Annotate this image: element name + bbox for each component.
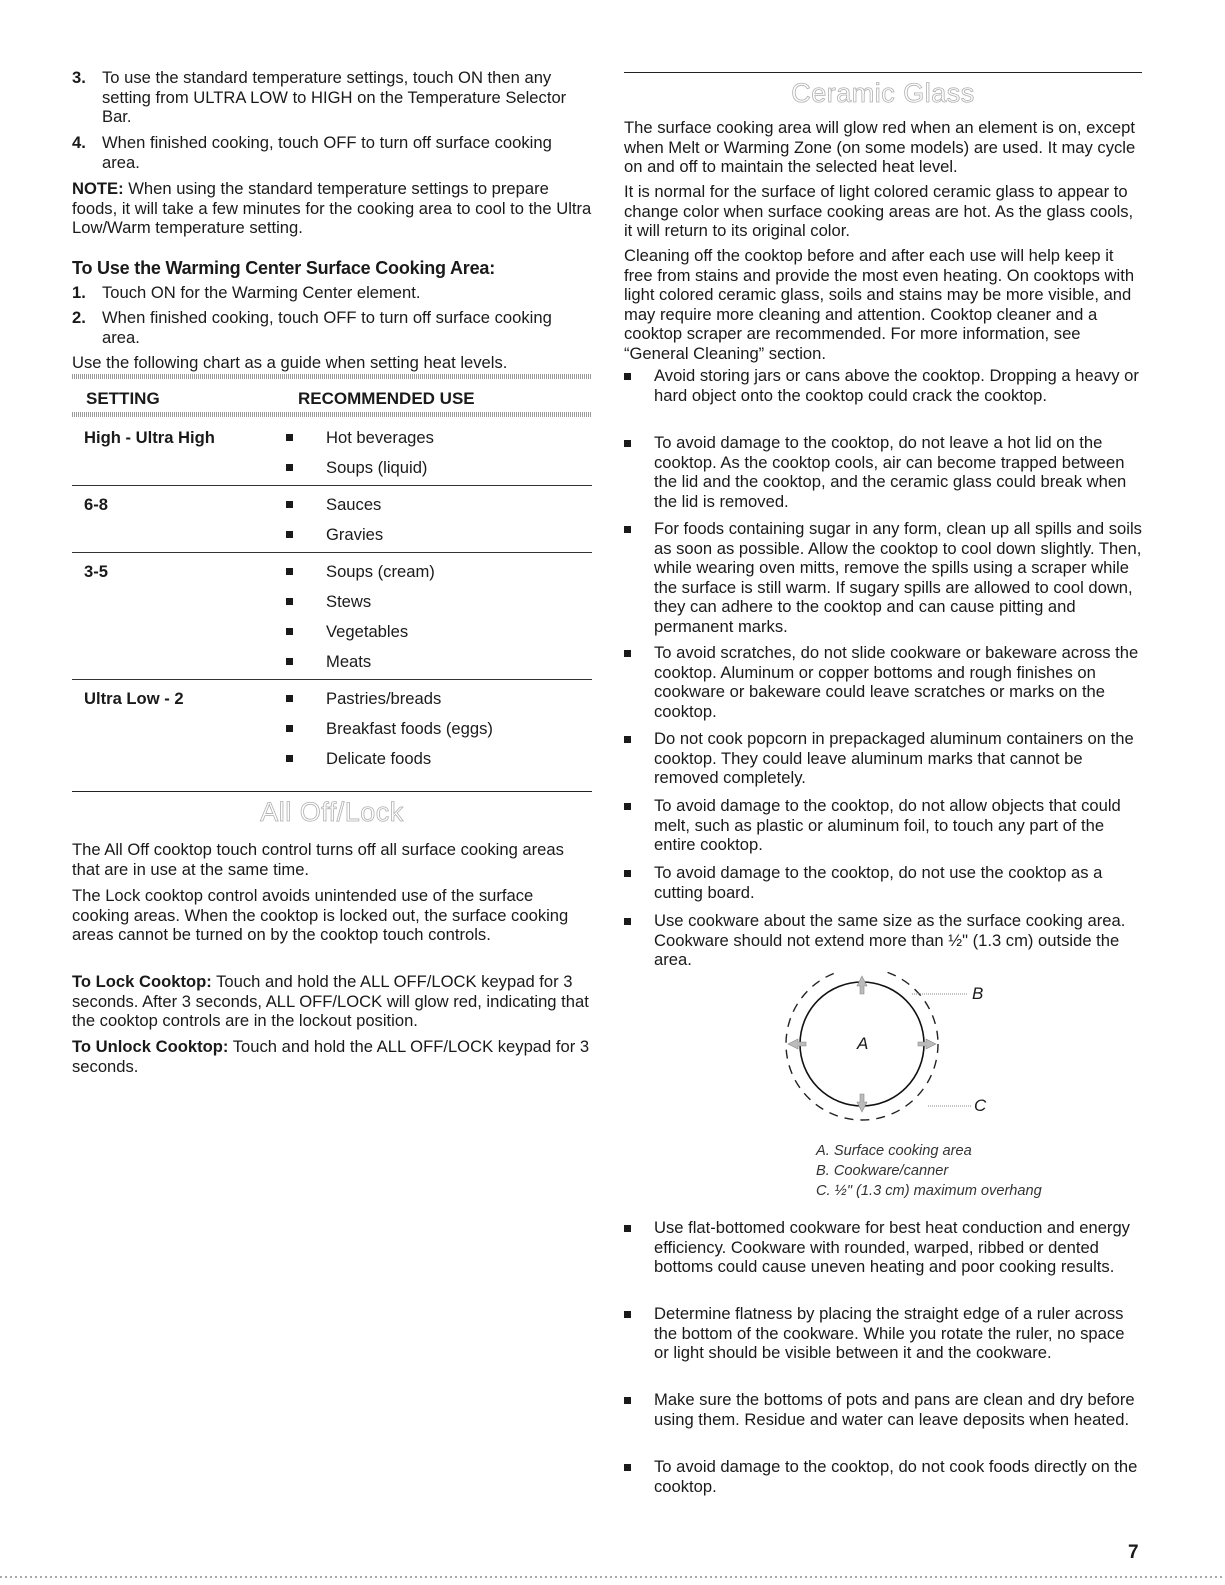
section-rule [624, 72, 1142, 73]
step-text: To use the standard temperature settings, touch ON then any setting from ULTRA LOW to HIGH on the Temperature Selector Bar. [102, 68, 567, 127]
table-header-setting: SETTING [86, 389, 160, 408]
table-row-use: Gravies [286, 525, 293, 545]
ceramic-paragraph-2: It is normal for the surface of light colored ceramic glass to appear to change color when surface cooking areas are hot. As the glass cools, it will return to its original color. [624, 182, 1134, 241]
step-text: When finished cooking, touch OFF to turn off surface cooking area. [102, 133, 552, 172]
table-row-use: Soups (cream) [286, 562, 293, 582]
label-c: C [974, 1096, 987, 1115]
step-number: 4. [72, 133, 86, 152]
step-text: When finished cooking, touch OFF to turn off surface cooking area. [102, 308, 552, 347]
table-top-border [72, 374, 592, 379]
lock-text: Touch and hold the ALL OFF/LOCK keypad for 3 seconds. After 3 seconds, ALL OFF/LOCK will glow red, indicating that the cooktop controls are in the lockout position. [72, 972, 589, 1031]
diagram-caption-a: A. Surface cooking area [816, 1143, 972, 1159]
table-header-border [72, 412, 592, 417]
arrow-up [857, 976, 867, 994]
unlock-label: To Unlock Cooktop: [72, 1037, 229, 1056]
list-item: Determine flatness by placing the straight edge of a ruler across the bottom of the cookware. While you rotate the ruler, no space or light should be visible between it and the cookware. [624, 1304, 1142, 1363]
label-a: A [857, 1034, 869, 1053]
arrow-right [918, 1039, 936, 1049]
table-row-use: Sauces [286, 495, 293, 515]
ceramic-paragraph-1: The surface cooking area will glow red when an element is on, except when Melt or Warming Zone (on some models) are used. It may cycle on and off to maintain the selected heat level. [624, 118, 1136, 177]
warming-heading: To Use the Warming Center Surface Cooking Area: [72, 258, 496, 278]
lock-label: To Lock Cooktop: [72, 972, 212, 991]
alloff-paragraph-2: The Lock cooktop control avoids unintended use of the surface cooking areas. When the cooktop is locked out, the surface cooking areas cannot be turned on by the cooktop touch controls. [72, 886, 569, 945]
section-rule [72, 791, 592, 792]
table-row-use: Breakfast foods (eggs) [286, 719, 293, 739]
lock-paragraph [72, 972, 592, 1031]
warming-step-1 [72, 283, 592, 303]
alloff-paragraph-1: The All Off cooktop touch control turns off all surface cooking areas that are in use at the same time. [72, 840, 564, 879]
arrow-down [857, 1094, 867, 1112]
chart-intro: Use the following chart as a guide when setting heat levels. [72, 353, 508, 372]
table-row-setting: Ultra Low - 2 [84, 689, 184, 708]
table-row-divider [72, 485, 592, 486]
warming-step-2 [72, 308, 592, 347]
table-row-setting: 6-8 [84, 495, 108, 514]
list-item: Use flat-bottomed cookware for best heat conduction and energy efficiency. Cookware with rounded, warped, ribbed or dented bottoms could cause uneven heating and poor cooking results. [624, 1218, 1142, 1277]
cookware-overhang-diagram [780, 972, 1010, 1145]
diagram-caption-c: C. ½" (1.3 cm) maximum overhang [816, 1183, 1042, 1199]
list-item: For foods containing sugar in any form, clean up all spills and soils as soon as possible. Allow the cooktop to cool down slightly. Then, while wearing oven mitts, remove the spills using a scraper while the surface is still warm. If sugary spills are allowed to cool down, they can adhere to the cooktop and can cause pitting and permanent marks. [624, 519, 1142, 637]
list-item: Do not cook popcorn in prepackaged aluminum containers on the cooktop. They could leave aluminum marks that cannot be removed completely. [624, 729, 1142, 788]
list-item: Make sure the bottoms of pots and pans are clean and dry before using them. Residue and water can leave deposits when heated. [624, 1390, 1142, 1429]
page-number: 7 [1128, 1542, 1139, 1563]
list-item: To avoid damage to the cooktop, do not leave a hot lid on the cooktop. As the cooktop cools, air can become trapped between the lid and the cooktop, and the ceramic glass could break when the lid is removed. [624, 433, 1142, 511]
ceramic-glass-title: Ceramic Glass [791, 78, 975, 108]
table-row-setting: High - Ultra High [84, 428, 215, 447]
table-row-use: Vegetables [286, 622, 293, 642]
list-item: To avoid scratches, do not slide cookware or bakeware across the cooktop. Aluminum or copper bottoms and rough finishes on cookware or bakeware could leave scratches or marks on the cooktop. [624, 643, 1142, 721]
unlock-text: Touch and hold the ALL OFF/LOCK keypad for 3 seconds. [72, 1037, 590, 1076]
step-number: 2. [72, 308, 86, 327]
unlock-paragraph [72, 1037, 592, 1076]
step-text: Touch ON for the Warming Center element. [102, 283, 421, 302]
table-row-use: Delicate foods [286, 749, 293, 769]
step-number: 3. [72, 68, 86, 87]
table-row-use: Meats [286, 652, 293, 672]
arrow-left [788, 1039, 806, 1049]
table-row-use: Stews [286, 592, 293, 612]
table-row-use: Soups (liquid) [286, 458, 293, 478]
list-item: Use cookware about the same size as the surface cooking area. Cookware should not extend more than ½" (1.3 cm) outside the area. [624, 911, 1142, 970]
footer-rule [0, 1576, 1225, 1578]
note-paragraph [72, 179, 592, 238]
table-row-use: Hot beverages [286, 428, 293, 448]
table-row-divider [72, 679, 592, 680]
table-header-use: RECOMMENDED USE [298, 389, 475, 408]
note-label: NOTE: [72, 179, 124, 198]
table-row-divider [72, 552, 592, 553]
step-number: 1. [72, 283, 86, 302]
step-3 [72, 68, 592, 127]
step-4 [72, 133, 592, 172]
list-item: Avoid storing jars or cans above the cooktop. Dropping a heavy or hard object onto the cooktop could crack the cooktop. [624, 366, 1142, 405]
ceramic-paragraph-3: Cleaning off the cooktop before and after each use will help keep it free from stains and provide the most even heating. On cooktops with light colored ceramic glass, soils and stains may be more visible, and may require more cleaning and attention. Cooktop cleaner and a cooktop scraper are recommended. For more information, see “General Cleaning” section. [624, 246, 1135, 363]
label-b: B [972, 984, 984, 1003]
alloff-title: All Off/Lock [260, 797, 404, 827]
note-text: When using the standard temperature settings to prepare foods, it will take a few minutes for the cooking area to cool to the Ultra Low/Warm temperature setting. [72, 179, 592, 238]
diagram-caption-b: B. Cookware/canner [816, 1163, 949, 1179]
list-item: To avoid damage to the cooktop, do not cook foods directly on the cooktop. [624, 1457, 1142, 1496]
list-item: To avoid damage to the cooktop, do not use the cooktop as a cutting board. [624, 863, 1142, 902]
table-row-use: Pastries/breads [286, 689, 293, 709]
table-row-setting: 3-5 [84, 562, 108, 581]
list-item: To avoid damage to the cooktop, do not allow objects that could melt, such as plastic or aluminum foil, to touch any part of the entire cooktop. [624, 796, 1142, 855]
